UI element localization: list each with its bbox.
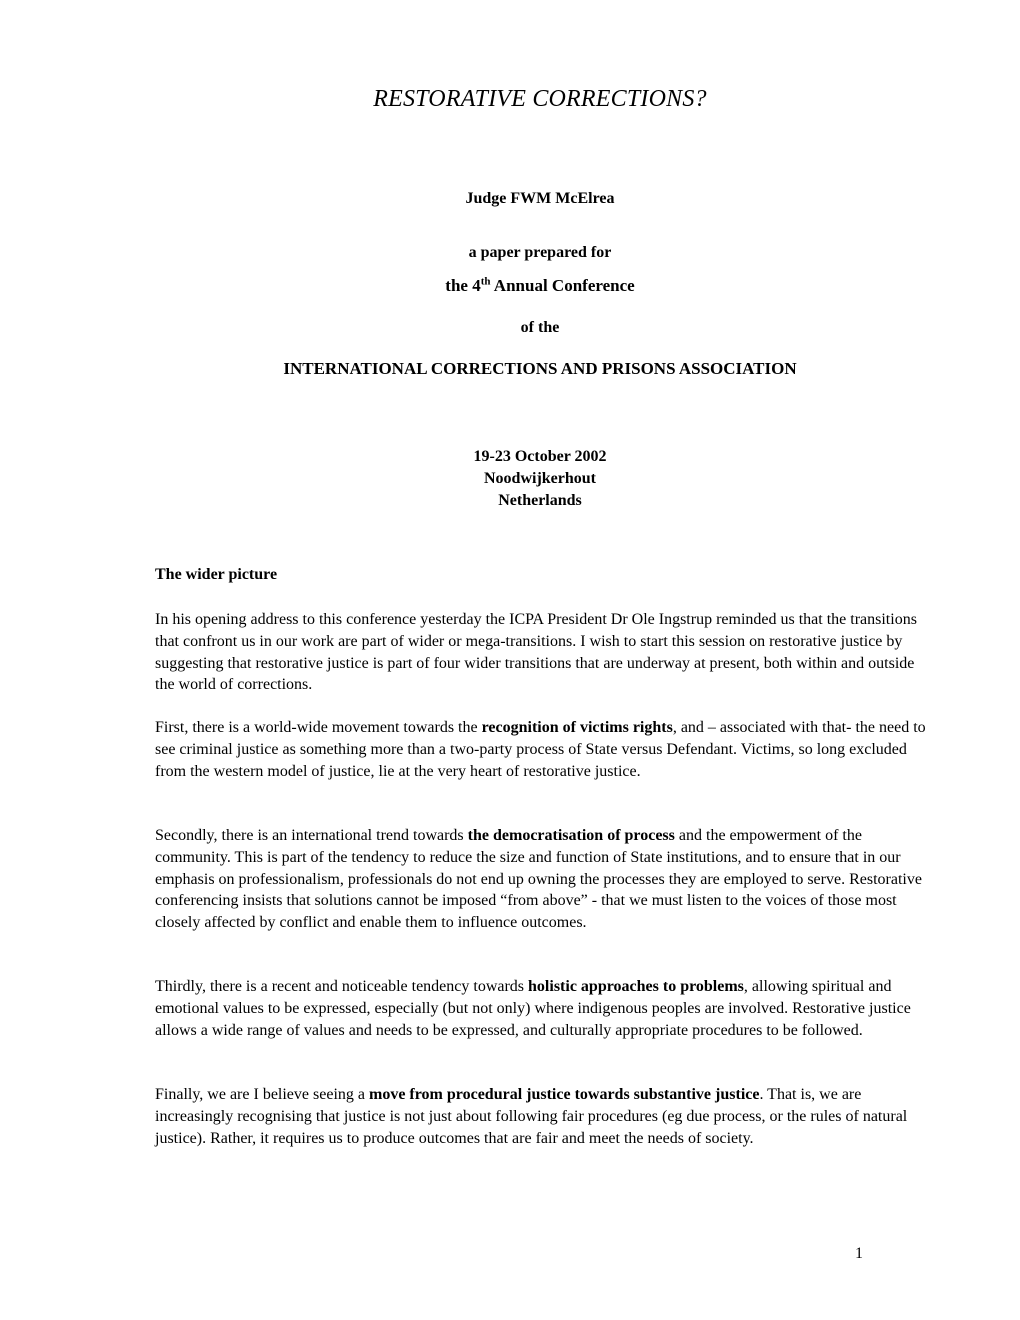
conference-country: Netherlands (498, 492, 582, 509)
author-name: Judge FWM McElrea (465, 190, 615, 207)
conference-dates: 19-23 October 2002 (473, 448, 607, 465)
paragraph-4-text-a: Thirdly, there is a recent and noticeable tendency towards (155, 978, 529, 995)
paragraph-5 (155, 1084, 935, 1149)
conference-suffix: Annual Conference (490, 276, 635, 295)
paragraph-3-emphasis: the democratisation of process (467, 827, 675, 844)
paragraph-4 (155, 976, 935, 1041)
paragraph-3 (155, 825, 935, 934)
paragraph-2-text-c: , and – associated with that- the need to see criminal justice as something more than a two-party process of State versus Defendant. Victims, so long excluded from the western model of justice, lie at the very heart of restorative justice. (155, 719, 926, 780)
document-title: RESTORATIVE CORRECTIONS? (373, 86, 707, 112)
paragraph-2-text-a: First, there is a world-wide movement towards the (155, 719, 482, 736)
page-number: 1 (855, 1245, 863, 1262)
paragraph-3-text-c: and the empowerment of the community. This is part of the tendency to reduce the size and function of State institutions, and to ensure that in our emphasis on professionalism, professionals do not end up owning the processes they are employed to serve. Restorative conferencing insists that solutions cannot be imposed “from above” - that we must listen to the voices of those most closely affected by conflict and enable them to influence outcomes. (155, 827, 922, 932)
conference-superscript: th (480, 275, 491, 288)
paragraph-2 (155, 717, 935, 782)
of-the-line: of the (520, 319, 560, 336)
paragraph-5-text-a: Finally, we are I believe seeing a (155, 1086, 369, 1103)
paragraph-4-emphasis: holistic approaches to problems (528, 978, 744, 995)
paragraph-5-emphasis: move from procedural justice towards substantive justice (368, 1086, 760, 1103)
paragraph-5-text-c: . That is, we are increasingly recognising that justice is not just about following fair procedures (eg due process, or the rules of natural justice). Rather, it requires us to produce outcomes that are fair and meet the needs of society. (155, 1086, 908, 1147)
association-name: INTERNATIONAL CORRECTIONS AND PRISONS ASSOCIATION (283, 359, 797, 378)
prepared-for-line: a paper prepared for (468, 244, 612, 261)
conference-place: Noodwijkerhout (483, 470, 596, 487)
paragraph-1: In his opening address to this conference yesterday the ICPA President Dr Ole Ingstrup reminded us that the transitions that confront us in our work are part of wider or mega-transitions. I wish to start this session on restorative justice by suggesting that restorative justice is part of four wider transitions that are underway at present, both within and outside the world of corrections. (155, 611, 917, 694)
conference-line (0, 275, 1020, 297)
paragraph-4-text-c: , allowing spiritual and emotional values to be expressed, especially (but not only) where indigenous peoples are involved. Restorative justice allows a wide range of values and needs to be expressed, and culturally appropriate procedures to be followed. (155, 978, 911, 1039)
paragraph-3-text-a: Secondly, there is an international trend towards (155, 827, 468, 844)
section-heading: The wider picture (155, 566, 278, 583)
paragraph-2-emphasis: recognition of victims rights (481, 719, 673, 736)
conference-prefix: the 4 (445, 276, 481, 295)
